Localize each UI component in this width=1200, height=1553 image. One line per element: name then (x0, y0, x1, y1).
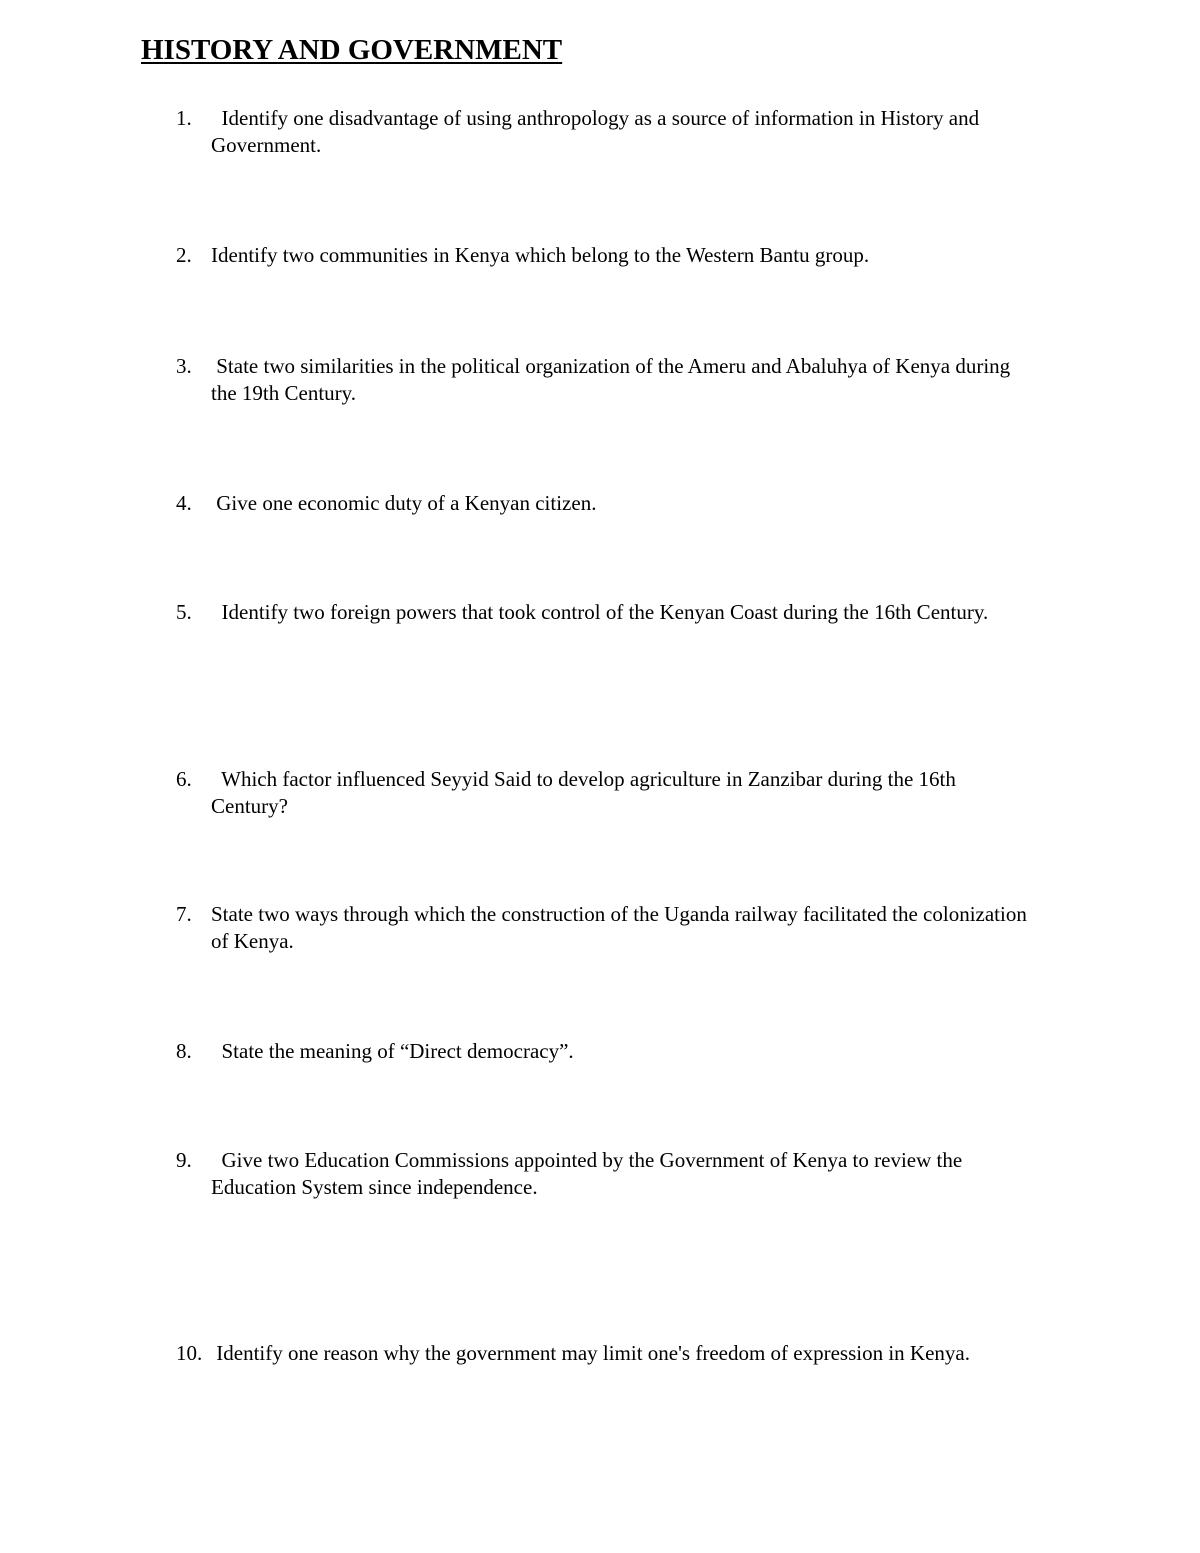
question-text: Which factor influenced Seyyid Said to develop agriculture in Zanzibar during the 16th (211, 767, 956, 791)
question-number: 7. (176, 902, 192, 926)
question-number: 8. (176, 1039, 192, 1063)
question-item (176, 353, 1136, 407)
question-number: 3. (176, 354, 192, 378)
question-item (176, 105, 1136, 159)
question-number: 1. (176, 106, 192, 130)
question-text: of Kenya. (211, 929, 294, 953)
question-text: Government. (211, 133, 322, 157)
question-item (176, 766, 1136, 820)
question-item (176, 242, 1136, 269)
question-text: Give one economic duty of a Kenyan citizen. (211, 491, 597, 515)
question-number: 4. (176, 491, 192, 515)
question-item (176, 1038, 1136, 1065)
question-text: Century? (211, 794, 288, 818)
question-item (176, 490, 1136, 517)
question-number: 6. (176, 767, 192, 791)
question-text: Identify two communities in Kenya which belong to the Western Bantu group. (211, 243, 870, 267)
question-text: State two ways through which the construction of the Uganda railway facilitated the colonization (211, 902, 1027, 926)
question-text: State two similarities in the political organization of the Ameru and Abaluhya of Kenya during (211, 354, 1011, 378)
document-title: HISTORY AND GOVERNMENT (141, 34, 563, 66)
question-number: 9. (176, 1148, 192, 1172)
question-item (176, 901, 1136, 955)
question-text: Identify two foreign powers that took control of the Kenyan Coast during the 16th Century. (211, 600, 989, 624)
question-item (176, 1340, 1136, 1367)
question-item (176, 1147, 1136, 1201)
question-text: State the meaning of “Direct democracy”. (211, 1039, 574, 1063)
question-item (176, 599, 1136, 626)
question-number: 2. (176, 243, 192, 267)
question-text: Identify one reason why the government may limit one's freedom of expression in Kenya. (211, 1341, 970, 1365)
question-number: 5. (176, 600, 192, 624)
question-text: Give two Education Commissions appointed by the Government of Kenya to review the (211, 1148, 963, 1172)
question-number: 10. (176, 1341, 203, 1365)
question-text: the 19th Century. (211, 381, 357, 405)
question-text: Identify one disadvantage of using anthropology as a source of information in History and (211, 106, 980, 130)
question-text: Education System since independence. (211, 1175, 538, 1199)
